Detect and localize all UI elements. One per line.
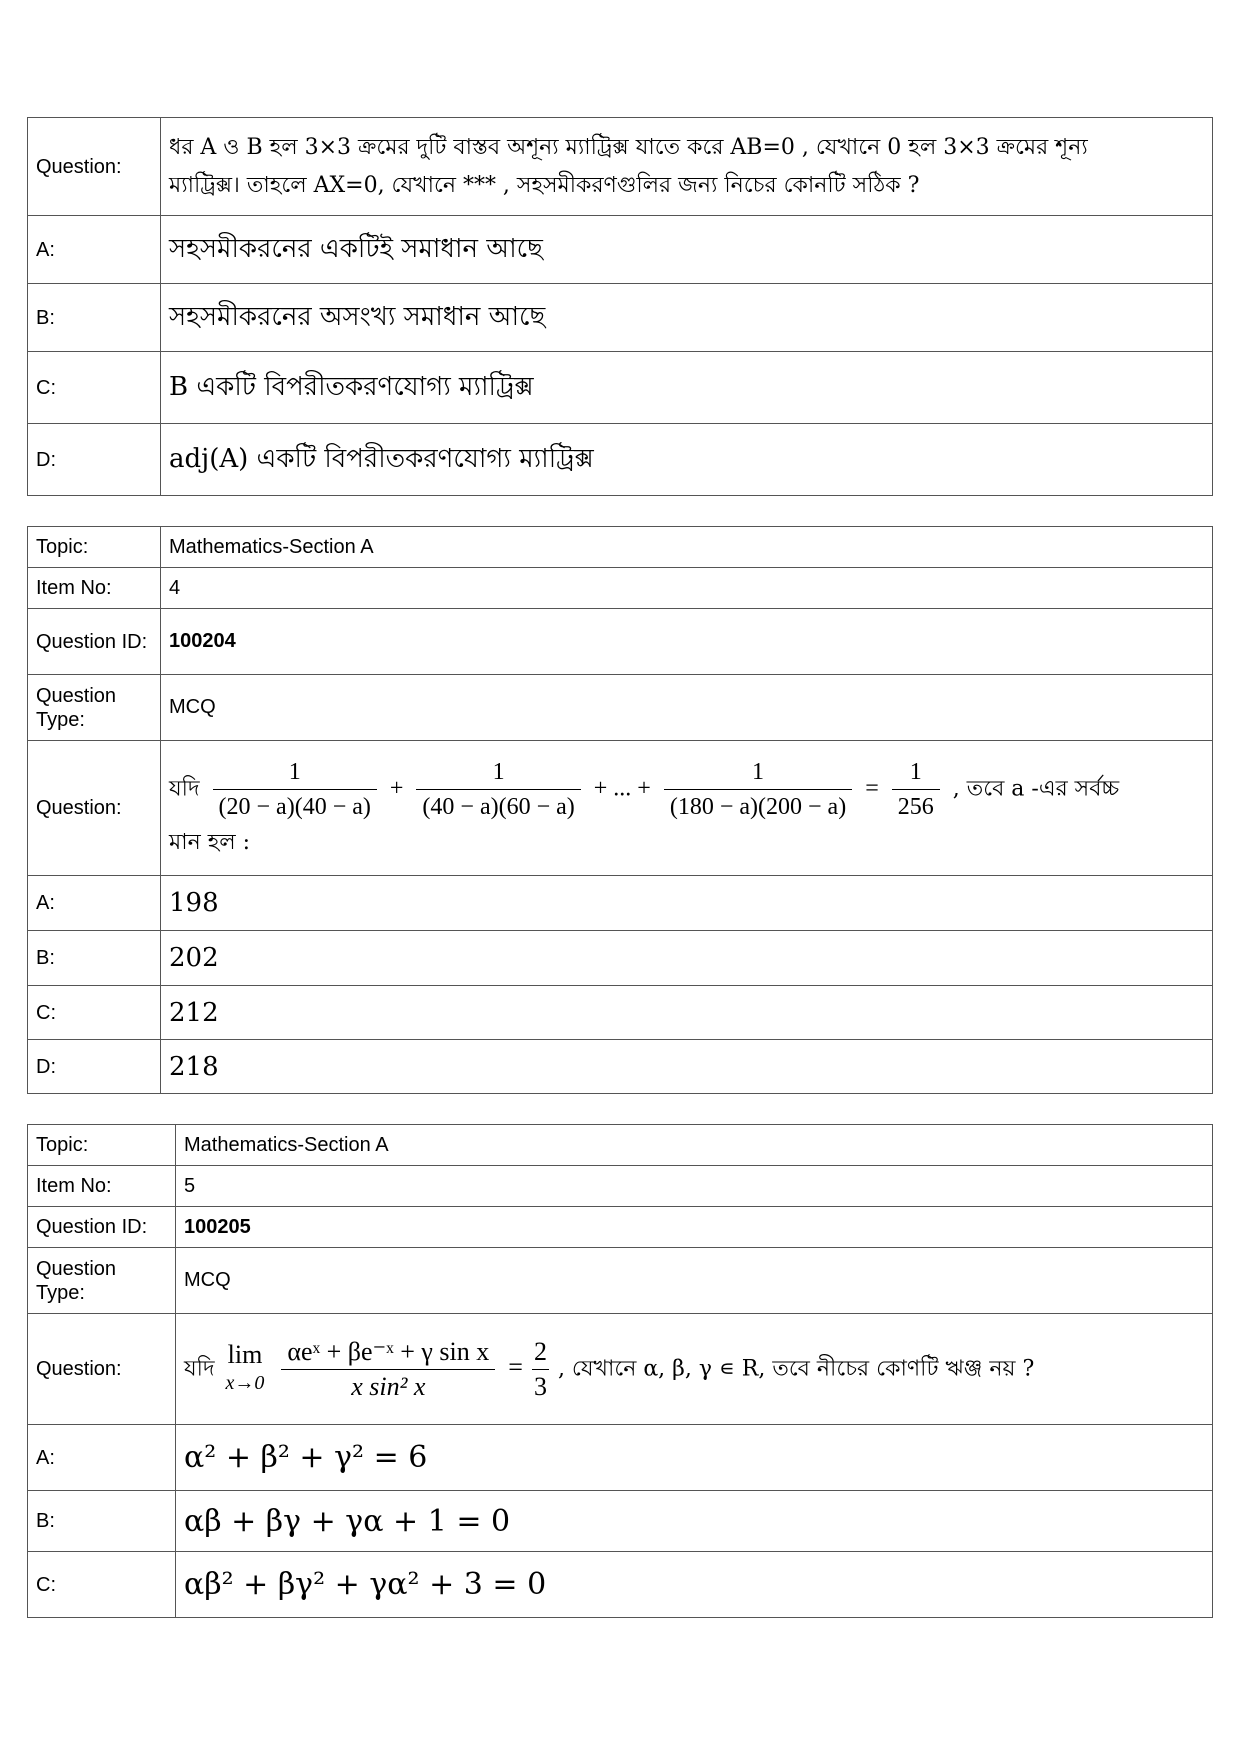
- option-label: B:: [28, 284, 161, 352]
- fraction-numerator: αeˣ + βe⁻ˣ + γ sin x: [281, 1335, 495, 1370]
- fraction: [892, 755, 940, 824]
- question-suffix: , তবে a -এর সর্বচ্চ: [952, 776, 1120, 801]
- option-text: 198: [161, 876, 1213, 931]
- option-label: C:: [28, 352, 161, 424]
- topic-value: Mathematics-Section A: [176, 1125, 1213, 1166]
- option-label: A:: [28, 1425, 176, 1491]
- option-row-c: [28, 352, 1213, 424]
- question-suffix: , যেখানে α, β, γ ∊ R, তবে নীচের কোণটি ঋঞ্জ নয় ?: [557, 1356, 1035, 1381]
- topic-row: [28, 527, 1213, 568]
- equals-sign: =: [508, 1352, 523, 1381]
- question-line-1: ধর A ও B হল 3×3 ক্রমের দুটি বাস্তব অশূন্য ম্যাট্রিক্স যাতে করে AB=0 , যেখানে 0 হল 3×3 ক্রমের শূন্য: [169, 134, 1088, 160]
- fraction: [664, 755, 852, 824]
- question-prefix: যদি: [169, 776, 200, 801]
- question-5-table: [27, 1124, 1213, 1618]
- fraction: [416, 755, 580, 824]
- question-type-row: [28, 675, 1213, 741]
- topic-label: Topic:: [28, 1125, 176, 1166]
- fraction-denominator: (180 − a)(200 − a): [669, 793, 847, 820]
- fraction-denominator: 256: [897, 793, 934, 820]
- fraction-denominator: 3: [533, 1371, 547, 1401]
- option-row-c: [28, 986, 1213, 1040]
- question-3-table: [27, 117, 1213, 496]
- question-id-row: [28, 1207, 1213, 1248]
- option-text: 212: [161, 986, 1213, 1040]
- option-text: সহসমীকরনের অসংখ্য সমাধান আছে: [161, 284, 1213, 352]
- limit: [226, 1341, 265, 1397]
- option-row-a: [28, 1425, 1213, 1491]
- option-text: adj(A) একটি বিপরীতকরণযোগ্য ম্যাট্রিক্স: [161, 424, 1213, 496]
- question-label: Question:: [28, 118, 161, 216]
- fraction-numerator: 1: [892, 755, 940, 790]
- item-label: Item No:: [28, 568, 161, 609]
- fraction-numerator: 2: [532, 1335, 549, 1370]
- fraction-numerator: 1: [416, 755, 580, 790]
- option-label: B:: [28, 1491, 176, 1552]
- fraction: [213, 755, 377, 824]
- question-type-value: MCQ: [176, 1248, 1213, 1314]
- option-label: C:: [28, 1552, 176, 1618]
- item-row: [28, 1166, 1213, 1207]
- option-row-d: [28, 1040, 1213, 1094]
- topic-value: Mathematics-Section A: [161, 527, 1213, 568]
- question-type-value: MCQ: [161, 675, 1213, 741]
- question-id-label: Question ID:: [28, 1207, 176, 1248]
- option-row-d: [28, 424, 1213, 496]
- question-label: Question:: [28, 1314, 176, 1425]
- fraction-denominator: x sin² x: [351, 1371, 426, 1401]
- option-text: B একটি বিপরীতকরণযোগ্য ম্যাট্রিক্স: [161, 352, 1213, 424]
- option-row-b: [28, 931, 1213, 986]
- question-row: [28, 1314, 1213, 1425]
- option-row-c: [28, 1552, 1213, 1618]
- option-label: B:: [28, 931, 161, 986]
- option-label: A:: [28, 876, 161, 931]
- option-text: α² + β² + γ² = 6: [176, 1425, 1213, 1491]
- question-type-label: Question Type:: [28, 675, 161, 741]
- item-row: [28, 568, 1213, 609]
- option-label: C:: [28, 986, 161, 1040]
- limit-word: lim: [227, 1340, 263, 1369]
- question-id-value: 100204: [161, 609, 1213, 675]
- option-text: 218: [161, 1040, 1213, 1094]
- question-text: [161, 118, 1213, 216]
- fraction: [532, 1335, 549, 1404]
- question-type-row: [28, 1248, 1213, 1314]
- fraction: [281, 1335, 495, 1404]
- option-label: D:: [28, 1040, 161, 1094]
- question-line-2: ম্যাট্রিক্স। তাহলে AX=0, যেখানে *** , সহসমীকরণগুলির জন্য নিচের কোনটি সঠিক ?: [169, 172, 920, 198]
- option-text: 202: [161, 931, 1213, 986]
- question-text: [161, 741, 1213, 876]
- question-id-label: Question ID:: [28, 609, 161, 675]
- question-prefix: যদি: [184, 1356, 215, 1381]
- option-row-a: [28, 876, 1213, 931]
- plus-ellipsis: + ... +: [593, 775, 651, 801]
- question-id-value: 100205: [176, 1207, 1213, 1248]
- option-label: A:: [28, 216, 161, 284]
- question-row: [28, 741, 1213, 876]
- question-row: [28, 118, 1213, 216]
- fraction-denominator: (20 − a)(40 − a): [218, 793, 371, 820]
- question-id-row: [28, 609, 1213, 675]
- question-type-label: Question Type:: [28, 1248, 176, 1314]
- question-4-table: [27, 526, 1213, 1094]
- option-text: αβ² + βγ² + γα² + 3 = 0: [176, 1552, 1213, 1618]
- item-value: 4: [161, 568, 1213, 609]
- option-row-a: [28, 216, 1213, 284]
- question-line-2: মান হল :: [169, 829, 251, 855]
- question-label: Question:: [28, 741, 161, 876]
- limit-subscript: x→0: [225, 1372, 265, 1394]
- fraction-numerator: 1: [664, 755, 852, 790]
- topic-row: [28, 1125, 1213, 1166]
- option-row-b: [28, 284, 1213, 352]
- topic-label: Topic:: [28, 527, 161, 568]
- item-value: 5: [176, 1166, 1213, 1207]
- item-label: Item No:: [28, 1166, 176, 1207]
- plus-sign: +: [389, 775, 404, 801]
- question-text: [176, 1314, 1213, 1425]
- equals-sign: =: [865, 775, 879, 801]
- option-label: D:: [28, 424, 161, 496]
- fraction-numerator: 1: [213, 755, 377, 790]
- option-text: αβ + βγ + γα + 1 = 0: [176, 1491, 1213, 1552]
- option-row-b: [28, 1491, 1213, 1552]
- option-text: সহসমীকরনের একটিই সমাধান আছে: [161, 216, 1213, 284]
- fraction-denominator: (40 − a)(60 − a): [422, 793, 575, 820]
